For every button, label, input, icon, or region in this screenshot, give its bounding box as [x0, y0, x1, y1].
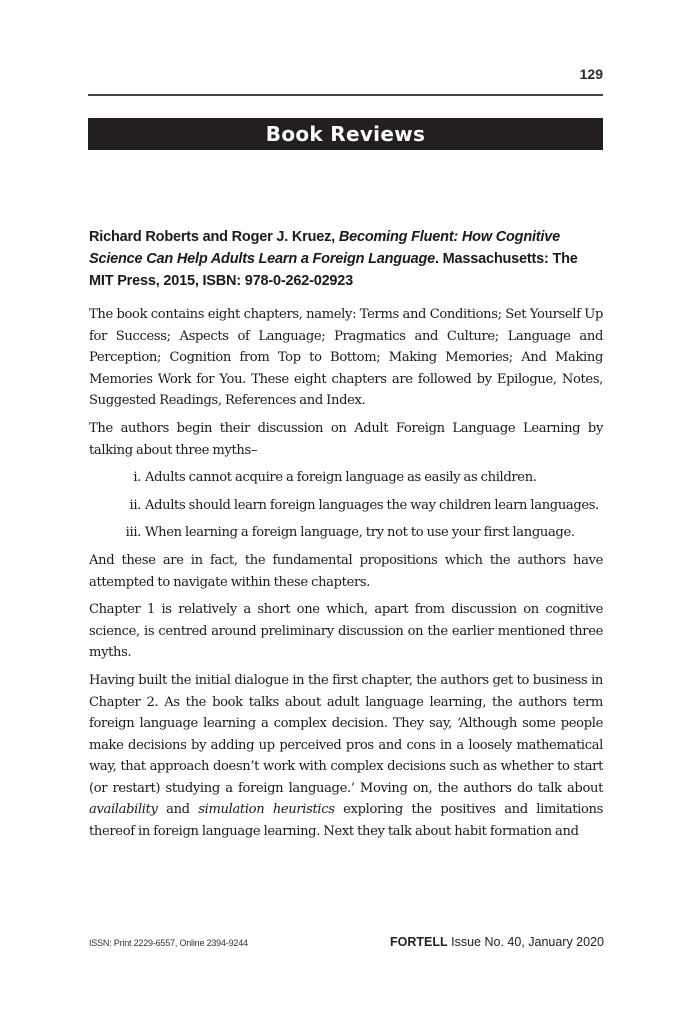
footer-issue: [390, 935, 604, 949]
myth-numeral: ii.: [129, 497, 141, 513]
header-rule: [88, 94, 603, 96]
paragraph-chapter1: Chapter 1 is relatively a short one which, apart from discussion on cognitive science, is centred around preliminary discussion on the earlier mentioned three myths.: [89, 602, 603, 661]
term-availability: availability: [89, 802, 158, 818]
myth-item: [89, 495, 603, 517]
paragraph-propositions: And these are in fact, the fundamental propositions which the authors have attempted to navigate within these chapters.: [89, 552, 603, 590]
myth-item: [89, 522, 603, 544]
term-simulation-heuristics: simulation heuristics: [198, 802, 335, 818]
review-body: [89, 304, 603, 849]
footer-issn: ISSN: Print 2229-6557, Online 2394-9244: [89, 938, 248, 948]
myth-item: [89, 467, 603, 489]
paragraph-myths-intro: The authors begin their discussion on Adult Foreign Language Learning by talking about three myths–: [89, 420, 603, 458]
journal-name: FORTELL: [390, 935, 448, 949]
issue-info: Issue No. 40, January 2020: [447, 935, 604, 949]
citation-publisher: . Massachusetts: The MIT Press, 2015, ISBN: 978-0-262-02923: [89, 251, 578, 289]
citation-book-title: Becoming Fluent: How Cognitive Science Can Help Adults Learn a Foreign Language: [89, 229, 560, 267]
text-run: and: [157, 802, 199, 818]
page-number: 129: [579, 66, 603, 82]
myth-numeral: i.: [133, 470, 141, 486]
paragraph-chapters: The book contains eight chapters, namely: Terms and Conditions; Set Yourself Up for Success; Aspects of Language; Pragmatics and Culture; Language and Perception; Cognition from Top to Bottom; Making Memories; And Making Memories Work for You. These eight chapters are followed by Epilogue, Notes, Suggested Readings, References and Index.: [89, 307, 603, 409]
section-title: Book Reviews: [88, 118, 603, 150]
myth-text: Adults should learn foreign languages the way children learn languages.: [145, 497, 599, 513]
myth-text: Adults cannot acquire a foreign language as easily as children.: [145, 470, 537, 486]
book-citation: [89, 226, 604, 292]
citation-authors: Richard Roberts and Roger J. Kruez,: [89, 229, 339, 245]
text-run: Having built the initial dialogue in the first chapter, the authors get to business in Chapter 2. As the book talks about adult language learning, the authors term foreign language learning a complex decision. They say, ‘Although some people make decisions by adding up perceived pros and cons in a loosely mathematical way, that approach doesn’t work with complex decisions such as whether to start (or restart) studying a foreign language.’ Moving on, the authors do talk about: [89, 672, 603, 796]
text-run: exploring the positives and limitations thereof in foreign language learning. Next they talk about habit formation and: [89, 802, 603, 840]
myths-list: [89, 467, 603, 544]
myth-text: When learning a foreign language, try not to use your first language.: [145, 525, 575, 541]
myth-numeral: iii.: [125, 525, 141, 541]
paragraph-chapter2: [89, 670, 603, 843]
